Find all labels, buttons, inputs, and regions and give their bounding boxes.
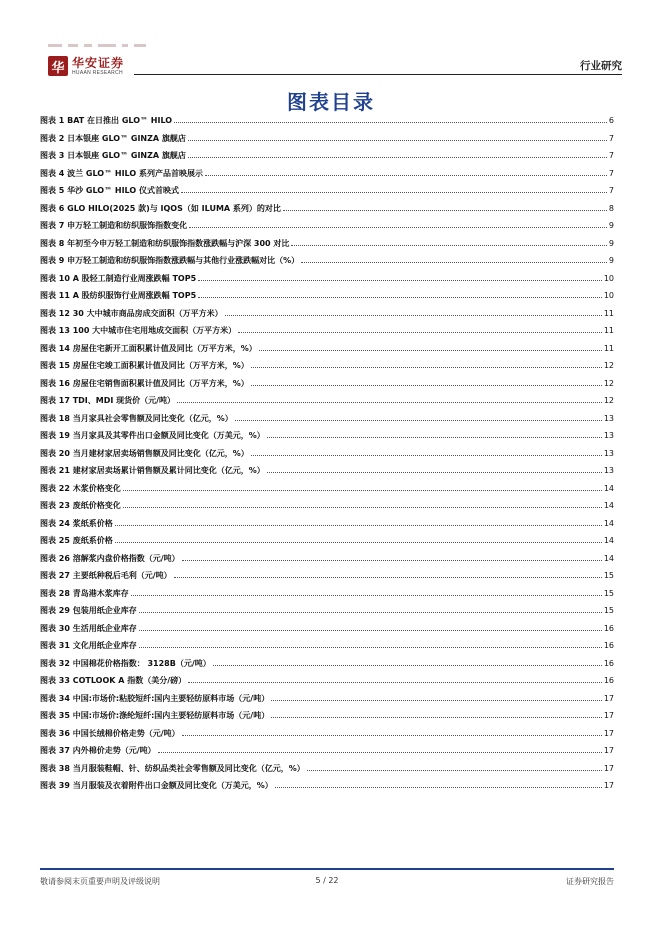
toc-entry[interactable] — [40, 675, 614, 693]
toc-leader-dots — [307, 770, 602, 771]
toc-leader-dots — [174, 577, 602, 578]
toc-entry-page[interactable]: 11 — [603, 343, 614, 353]
section-tag: 行业研究 — [580, 60, 622, 72]
toc-entry-label[interactable]: 图表 12 30 大中城市商品房成交面积（万平方米） — [40, 308, 223, 318]
toc-leader-dots — [174, 122, 607, 123]
toc-entry-page[interactable]: 14 — [603, 553, 614, 563]
toc-leader-dots — [301, 262, 607, 263]
toc-entry[interactable] — [40, 693, 614, 711]
toc-entry[interactable] — [40, 745, 614, 763]
toc-entry[interactable] — [40, 290, 614, 308]
toc-entry-label[interactable]: 图表 36 中国长绒棉价格走势（元/吨） — [40, 728, 180, 738]
toc-entry-label[interactable]: 图表 6 GLO HILO(2025 款)与 IQOS（如 ILUMA 系列）的对比 — [40, 203, 281, 213]
toc-entry-label[interactable]: 图表 31 文化用纸企业库存 — [40, 641, 137, 650]
toc-entry-page[interactable]: 12 — [603, 378, 614, 388]
toc-entry-page[interactable]: 9 — [608, 238, 614, 248]
toc-entry-page[interactable]: 16 — [603, 676, 614, 685]
table-of-figures — [40, 115, 614, 798]
toc-leader-dots — [267, 437, 602, 438]
toc-entry[interactable] — [40, 605, 614, 623]
toc-entry[interactable] — [40, 588, 614, 606]
toc-entry[interactable] — [40, 150, 614, 168]
toc-leader-dots — [182, 735, 602, 736]
toc-entry[interactable] — [40, 430, 614, 448]
logo-seal-icon: 华 — [48, 56, 68, 76]
page-header — [40, 44, 622, 84]
toc-entry[interactable] — [40, 553, 614, 571]
toc-entry-label[interactable]: 图表 7 申万轻工制造和纺织服饰指数变化 — [40, 221, 188, 230]
toc-entry-label[interactable]: 图表 14 房屋住宅新开工面积累计值及同比（万平方米，%） — [40, 343, 257, 353]
toc-leader-dots — [139, 612, 602, 613]
toc-entry-page[interactable]: 16 — [603, 623, 614, 633]
toc-entry[interactable] — [40, 185, 614, 203]
toc-entry-page[interactable]: 17 — [603, 746, 614, 755]
toc-entry-page[interactable]: 17 — [603, 693, 614, 703]
toc-entry[interactable] — [40, 518, 614, 536]
toc-entry[interactable] — [40, 780, 614, 798]
toc-entry[interactable] — [40, 325, 614, 343]
toc-entry-page[interactable]: 17 — [603, 728, 614, 738]
toc-entry[interactable] — [40, 203, 614, 221]
toc-leader-dots — [182, 560, 602, 561]
toc-entry[interactable] — [40, 535, 614, 553]
toc-entry[interactable] — [40, 710, 614, 728]
toc-leader-dots — [225, 315, 602, 316]
toc-entry[interactable] — [40, 465, 614, 483]
toc-entry-page[interactable]: 16 — [603, 641, 614, 650]
toc-leader-dots — [131, 595, 602, 596]
toc-entry-page[interactable]: 15 — [603, 588, 614, 598]
toc-entry-label[interactable]: 图表 27 主要纸种税后毛利（元/吨） — [40, 571, 172, 580]
toc-leader-dots — [267, 472, 602, 473]
toc-leader-dots — [251, 385, 602, 386]
toc-entry[interactable] — [40, 658, 614, 676]
page-title: 图表目录 — [287, 90, 375, 114]
toc-entry-page[interactable]: 13 — [603, 431, 614, 440]
toc-entry-page[interactable]: 7 — [608, 151, 614, 160]
toc-leader-dots — [259, 350, 602, 351]
toc-entry[interactable] — [40, 763, 614, 781]
toc-leader-dots — [271, 717, 602, 718]
toc-entry-label[interactable]: 图表 34 中国:市场价:粘胶短纤:国内主要轻纺原料市场（元/吨） — [40, 693, 270, 703]
toc-entry[interactable] — [40, 640, 614, 658]
toc-entry-page[interactable]: 9 — [608, 256, 614, 265]
toc-entry-page[interactable]: 17 — [603, 763, 614, 773]
toc-entry-page[interactable]: 16 — [603, 658, 614, 668]
toc-leader-dots — [205, 175, 607, 176]
toc-entry[interactable] — [40, 500, 614, 518]
toc-entry[interactable] — [40, 255, 614, 273]
toc-entry-label[interactable]: 图表 4 波兰 GLO™ HILO 系列产品首映展示 — [40, 168, 203, 178]
toc-leader-dots — [139, 647, 602, 648]
toc-entry-label[interactable]: 图表 28 青岛港木浆库存 — [40, 588, 129, 598]
toc-entry-label[interactable]: 图表 35 中国:市场价:涤纶短纤:国内主要轻纺原料市场（元/吨） — [40, 711, 270, 720]
toc-entry[interactable] — [40, 570, 614, 588]
header-divider — [134, 74, 622, 75]
toc-entry-page[interactable]: 14 — [603, 518, 614, 528]
logo-english-name: HUAAN RESEARCH — [72, 69, 123, 76]
toc-entry-page[interactable]: 13 — [603, 466, 614, 475]
toc-entry-label[interactable]: 图表 21 建材家居卖场累计销售额及累计同比变化（亿元，%） — [40, 466, 265, 475]
toc-entry-page[interactable]: 7 — [608, 186, 614, 195]
toc-entry-label[interactable]: 图表 33 COTLOOK A 指数（美分/磅） — [40, 676, 187, 685]
toc-leader-dots — [123, 507, 602, 508]
toc-entry-page[interactable]: 17 — [603, 781, 614, 790]
toc-entry-page[interactable]: 15 — [603, 606, 614, 615]
footer-divider — [40, 868, 614, 870]
toc-entry-page[interactable]: 10 — [603, 273, 614, 283]
toc-leader-dots — [275, 787, 602, 788]
toc-leader-dots — [271, 700, 602, 701]
toc-entry-page[interactable]: 13 — [603, 448, 614, 458]
toc-entry-label[interactable]: 图表 8 年初至今申万轻工制造和纺织服饰指数涨跌幅与沪深 300 对比 — [40, 238, 290, 248]
footer-report-type: 证券研究报告 — [566, 877, 614, 886]
toc-entry-label[interactable]: 图表 39 当月服装及衣着附件出口金额及同比变化（万美元，%） — [40, 781, 273, 790]
toc-leader-dots — [291, 245, 607, 246]
toc-entry-label[interactable]: 图表 26 溶解浆内盘价格指数（元/吨） — [40, 553, 180, 563]
toc-entry-label[interactable]: 图表 32 中国棉花价格指数： 3128B（元/吨） — [40, 658, 211, 668]
toc-entry-label[interactable]: 图表 38 当月服装鞋帽、针、纺织品类社会零售额及同比变化（亿元，%） — [40, 763, 305, 773]
toc-entry[interactable] — [40, 413, 614, 431]
toc-entry-label[interactable]: 图表 16 房屋住宅销售面积累计值及同比（万平方米，%） — [40, 378, 249, 388]
toc-entry[interactable] — [40, 343, 614, 361]
footer-disclaimer: 敬请参阅末页重要声明及评级说明 — [40, 877, 160, 886]
toc-entry-label[interactable]: 图表 13 100 大中城市住宅用地成交面积（万平方米） — [40, 326, 237, 335]
toc-entry-page[interactable]: 14 — [603, 483, 614, 493]
toc-entry[interactable] — [40, 308, 614, 326]
toc-entry-label[interactable]: 图表 23 废纸价格变化 — [40, 501, 121, 510]
toc-leader-dots — [189, 227, 607, 228]
toc-entry-label[interactable]: 图表 17 TDI、MDI 现货价（元/吨） — [40, 396, 176, 405]
toc-leader-dots — [235, 420, 602, 421]
toc-entry[interactable] — [40, 220, 614, 238]
toc-entry-label[interactable]: 图表 11 A 股纺织服饰行业周涨跌幅 TOP5 — [40, 291, 197, 300]
toc-entry-page[interactable]: 7 — [608, 168, 614, 178]
toc-entry-label[interactable]: 图表 15 房屋住宅竣工面积累计值及同比（万平方米，%） — [40, 361, 249, 370]
toc-leader-dots — [188, 157, 607, 158]
toc-entry[interactable] — [40, 115, 614, 133]
toc-leader-dots — [158, 752, 602, 753]
toc-leader-dots — [115, 525, 602, 526]
toc-leader-dots — [198, 280, 602, 281]
toc-entry-label[interactable]: 图表 2 日本银座 GLO™ GINZA 旗舰店 — [40, 133, 186, 143]
toc-entry-page[interactable]: 8 — [608, 203, 614, 213]
toc-entry-page[interactable]: 17 — [603, 711, 614, 720]
toc-leader-dots — [188, 140, 607, 141]
toc-leader-dots — [139, 630, 602, 631]
toc-entry-page[interactable]: 14 — [603, 536, 614, 545]
toc-entry[interactable] — [40, 623, 614, 641]
toc-leader-dots — [238, 332, 602, 333]
toc-entry-page[interactable]: 11 — [603, 326, 614, 335]
toc-entry[interactable] — [40, 448, 614, 466]
toc-leader-dots — [283, 210, 607, 211]
toc-entry-label[interactable]: 图表 37 内外棉价走势（元/吨） — [40, 746, 156, 755]
toc-entry-label[interactable]: 图表 25 废纸系价格 — [40, 536, 113, 545]
toc-leader-dots — [213, 665, 602, 666]
toc-entry-page[interactable]: 6 — [608, 116, 614, 125]
toc-entry[interactable] — [40, 133, 614, 151]
toc-entry-page[interactable]: 7 — [608, 133, 614, 143]
toc-entry[interactable] — [40, 483, 614, 501]
toc-entry-label[interactable]: 图表 20 当月建材家居卖场销售额及同比变化（亿元，%） — [40, 448, 249, 458]
toc-entry-page[interactable]: 12 — [603, 361, 614, 370]
toc-entry-page[interactable]: 9 — [608, 221, 614, 230]
logo-name: 华安证券 — [72, 55, 125, 70]
toc-entry[interactable] — [40, 728, 614, 746]
toc-leader-dots — [115, 542, 602, 543]
toc-leader-dots — [188, 682, 602, 683]
company-logo — [48, 56, 124, 76]
toc-entry-label[interactable]: 图表 24 浆纸系价格 — [40, 518, 113, 528]
toc-entry[interactable] — [40, 273, 614, 291]
toc-leader-dots — [123, 490, 602, 491]
toc-entry-label[interactable]: 图表 9 申万轻工制造和纺织服饰指数涨跌幅与其他行业涨跌幅对比（%） — [40, 256, 300, 265]
toc-entry-label[interactable]: 图表 5 华沙 GLO™ HILO 仪式首映式 — [40, 186, 179, 195]
toc-leader-dots — [181, 192, 607, 193]
toc-entry-label[interactable]: 图表 10 A 股轻工制造行业周涨跌幅 TOP5 — [40, 273, 197, 283]
logo-decoration — [48, 44, 218, 50]
toc-entry-page[interactable]: 11 — [603, 308, 614, 318]
toc-entry-page[interactable]: 13 — [603, 413, 614, 423]
page-number: 5 / 22 — [315, 876, 339, 885]
toc-entry-label[interactable]: 图表 3 日本银座 GLO™ GINZA 旗舰店 — [40, 151, 186, 160]
toc-leader-dots — [177, 402, 602, 403]
toc-entry[interactable] — [40, 168, 614, 186]
toc-leader-dots — [251, 455, 602, 456]
toc-entry-label[interactable]: 图表 29 包装用纸企业库存 — [40, 606, 137, 615]
toc-entry-label[interactable]: 图表 18 当月家具社会零售额及同比变化（亿元，%） — [40, 413, 233, 423]
toc-entry-label[interactable]: 图表 30 生活用纸企业库存 — [40, 623, 137, 633]
toc-entry-label[interactable]: 图表 1 BAT 在日推出 GLO™ HILO — [40, 116, 173, 125]
toc-entry-page[interactable]: 12 — [603, 396, 614, 405]
toc-entry-page[interactable]: 10 — [603, 291, 614, 300]
toc-leader-dots — [198, 297, 602, 298]
toc-entry[interactable] — [40, 395, 614, 413]
toc-entry-label[interactable]: 图表 22 木浆价格变化 — [40, 483, 121, 493]
toc-entry[interactable] — [40, 378, 614, 396]
toc-leader-dots — [251, 367, 602, 368]
toc-entry-page[interactable]: 14 — [603, 501, 614, 510]
toc-entry[interactable] — [40, 238, 614, 256]
toc-entry-label[interactable]: 图表 19 当月家具及其零件出口金额及同比变化（万美元，%） — [40, 431, 265, 440]
toc-entry[interactable] — [40, 360, 614, 378]
toc-entry-page[interactable]: 15 — [603, 571, 614, 580]
